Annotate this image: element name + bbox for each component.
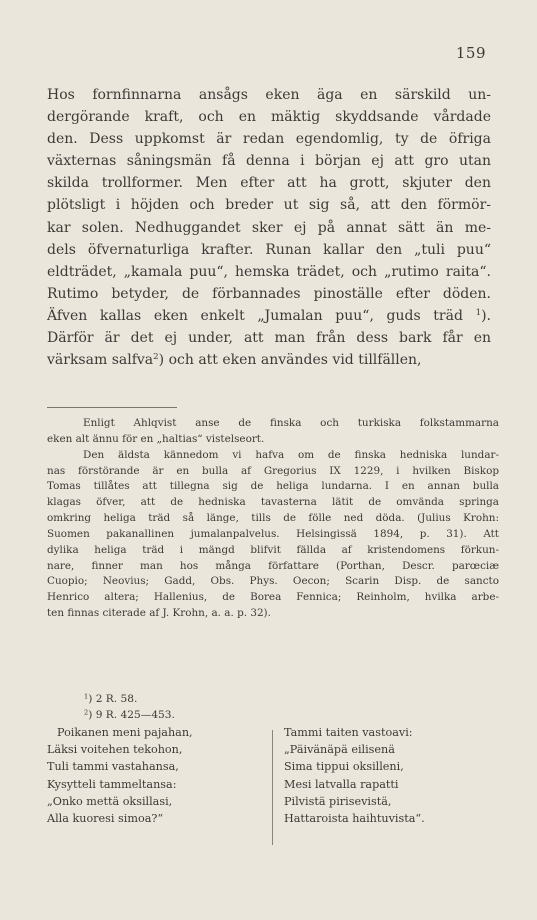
footnote-line: Tomas tillåtes att tillegna sig de heliga lundarna. I en annan bulla	[47, 480, 499, 493]
main-paragraph	[47, 84, 491, 371]
body-line: den. Dess uppkomst är redan egendomlig, ty de öfriga	[47, 131, 491, 148]
reference-notes	[84, 691, 175, 723]
poem-line: Sima tippui oksilleni,	[284, 760, 404, 774]
poem-line: Tuli tammi vastahansa,	[47, 760, 179, 774]
body-line: dels öfvernaturliga krafter. Runan kallar den „tuli puu“	[47, 241, 491, 258]
footnote-ref-1: 1	[475, 308, 482, 319]
footnote-line: Den äldsta kännedom vi hafva om de finska hedniska lundar-	[83, 448, 499, 461]
poem-line: Hattaroista haihtuvista“.	[284, 811, 425, 825]
poem-line: Pilvistä pirisevistä,	[284, 794, 392, 808]
body-line-text: värksam salfva	[47, 352, 154, 369]
body-line: dergörande kraft, och en mäktig skyddsande vårdade	[47, 109, 491, 126]
footnote-line: nare, finner man hos många författare (Porthan, Descr. parœciæ	[47, 559, 499, 572]
poem-column-right	[284, 724, 499, 827]
body-line: skilda trollformer. Men efter att ha grott, skjuter den	[47, 175, 491, 192]
reference-note	[84, 707, 175, 723]
footnote-line: klagas öfver, att de hedniska tavasterna lätit de omvända springa	[47, 496, 499, 509]
page-number: 159	[455, 44, 486, 62]
reference-text: ) 9 R. 425—453.	[88, 709, 175, 721]
body-line-with-ref	[47, 349, 491, 371]
footnote-line: eken alt ännu för en „haltias“ vistelseort.	[47, 432, 265, 445]
footnote-line: Cuopio; Neovius; Gadd, Obs. Phys. Oecon; Scarin Disp. de sancto	[47, 575, 499, 588]
poem-line: Mesi latvalla rapatti	[284, 777, 399, 791]
poem-column-divider	[272, 730, 273, 845]
body-line: växternas såningsmän få denna i början ej att gro utan	[47, 153, 491, 170]
body-line: eldträdet, „kamala puu“, hemska trädet, och „rutimo raita“.	[47, 263, 491, 280]
poem-line: Poikanen meni pajahan,	[57, 726, 193, 739]
footnote-block	[47, 416, 499, 622]
footnote-line: dylika heliga träd i mängd blifvit fällda af kristendomens förkun-	[47, 543, 499, 556]
body-line: Därför är det ej under, att man från dess bark får en	[47, 330, 491, 347]
footnote-line: nas förstörande är en bulla af Gregorius IX 1229, i hvilken Biskop	[47, 464, 499, 477]
body-line: plötsligt i höjden och breder ut sig så, att den förmör-	[47, 197, 491, 214]
footnote-line: omkring heliga träd så länge, tills de fölle ned döda. (Julius Krohn:	[47, 512, 499, 525]
footnote-line: Enligt Ahlqvist anse de finska och turkiska folkstammarna	[83, 417, 499, 429]
poem-line: „Päivänäpä eilisenä	[284, 743, 395, 757]
poem-line: Tammi taiten vastoavi:	[284, 726, 413, 739]
footnote-ref-2: 2	[153, 352, 159, 363]
body-line-with-ref	[47, 305, 491, 327]
footnote-ref-tail: )	[158, 352, 165, 369]
body-line: Rutimo betyder, de förbannades pinoställe efter döden.	[47, 285, 491, 302]
poem-line: Läksi voitehen tekohon,	[47, 743, 183, 757]
poem-column-left	[47, 724, 267, 827]
footnote-line: ten finnas citerade af J. Krohn, a. a. p. 32).	[47, 607, 271, 620]
body-line-text: och att eken användes vid tillfällen,	[168, 352, 422, 369]
poem-line: Alla kuoresi simoa?“	[47, 811, 164, 825]
poem-line: „Onko mettä oksillasi,	[47, 794, 173, 808]
footnote-line: Henrico altera; Hallenius, de Borea Fennica; Reinholm, hvilka arbe-	[47, 591, 499, 604]
reference-note	[84, 691, 175, 707]
reference-mark: 2	[84, 708, 89, 717]
reference-text: ) 2 R. 58.	[88, 693, 138, 705]
body-line: Hos fornfinnarna ansågs eken äga en särskild un-	[47, 87, 491, 103]
footnote-divider	[47, 407, 177, 408]
body-line: kar solen. Nedhuggandet sker ej på annat sätt än me-	[47, 219, 491, 236]
poem-line: Kysytteli tammeltansa:	[47, 777, 177, 791]
reference-mark: 1	[84, 692, 89, 701]
footnote-ref-tail: ).	[481, 307, 492, 324]
footnote-line: Suomen pakanallinen jumalanpalvelus. Helsingissä 1894, p. 31). Att	[47, 527, 499, 540]
body-line-text: Äfven kallas eken enkelt „Jumalan puu“, guds träd	[47, 307, 463, 324]
